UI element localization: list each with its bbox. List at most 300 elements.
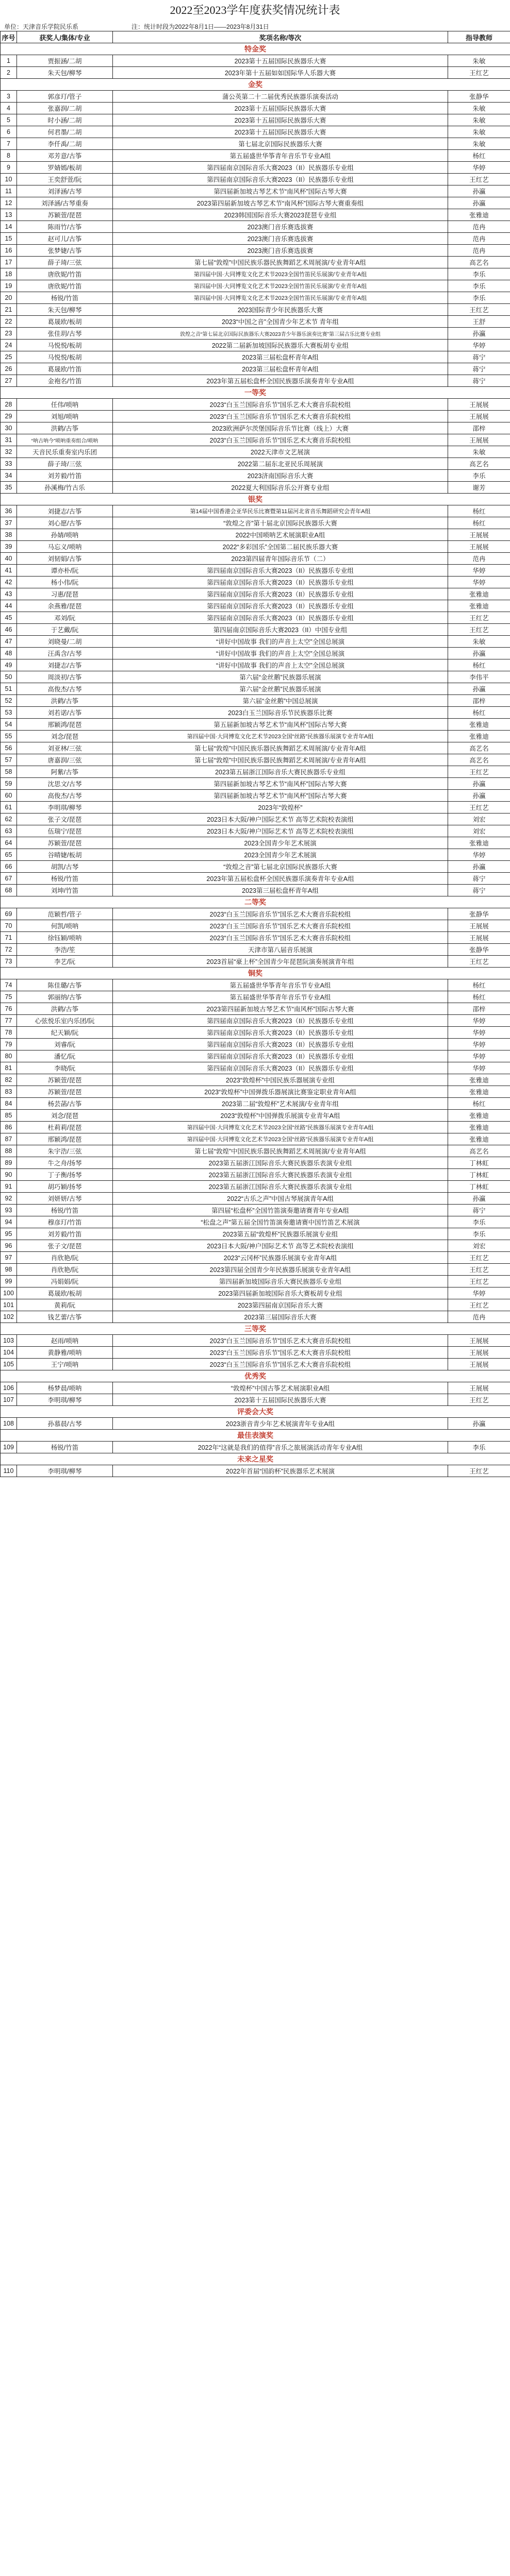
header-award: 奖项名称/等次	[113, 31, 448, 43]
row-number: 26	[1, 363, 17, 375]
row-teacher: 王展展	[448, 411, 510, 422]
row-number: 40	[1, 553, 17, 565]
row-award: 第六届“金丝鹅”民族器乐展演	[113, 671, 448, 683]
row-winner: 刘泽涵/古琴重奏	[17, 197, 113, 209]
row-award: 2023“敦煌杯”中国弹拨乐器展演比赛鉴定职业青年A组	[113, 1086, 448, 1098]
table-row	[1, 1359, 510, 1370]
table-row	[1, 185, 510, 197]
row-number: 89	[1, 1157, 17, 1169]
row-award: 2023“白玉兰国际音乐节”国乐艺术大赛音乐院校组	[113, 434, 448, 446]
row-winner: 朱天包/柳琴	[17, 67, 113, 79]
row-award: 2023“白玉兰国际音乐节”国乐艺术大赛音乐院校组	[113, 1347, 448, 1359]
table-row	[1, 268, 510, 280]
row-winner: 何君墨/二胡	[17, 126, 113, 138]
row-award: 第四届中国·大同博览文化艺术节2023全国“丝路”民族器乐展演专业青年A组	[113, 1122, 448, 1133]
table-row	[1, 114, 510, 126]
row-number: 60	[1, 790, 17, 802]
row-teacher: 范冉	[448, 221, 510, 233]
row-number: 44	[1, 600, 17, 612]
table-row	[1, 411, 510, 422]
row-number: 29	[1, 411, 17, 422]
row-teacher: 张雅迪	[448, 1133, 510, 1145]
row-number: 80	[1, 1050, 17, 1062]
row-teacher: 李乐	[448, 1228, 510, 1240]
row-teacher: 丁林虹	[448, 1157, 510, 1169]
row-number: 105	[1, 1359, 17, 1370]
row-winner: 王宁/唢呐	[17, 1359, 113, 1370]
row-winner: 阿紫/古筝	[17, 766, 113, 778]
awards-table	[0, 31, 510, 1477]
row-award: 第六届“金丝鹅”中国总展演	[113, 695, 448, 707]
row-number: 61	[1, 802, 17, 814]
row-winner: 洪鹤/古筝	[17, 1003, 113, 1015]
row-award: 2023澳门音乐赛选拔赛	[113, 245, 448, 257]
section-title: 银奖	[1, 494, 510, 505]
section-header-row	[1, 494, 510, 505]
row-winner: 刘旭/唢呐	[17, 411, 113, 422]
row-teacher: 杨红	[448, 517, 510, 529]
row-winner: 谷晴婕/板胡	[17, 849, 113, 861]
table-row	[1, 979, 510, 991]
table-row	[1, 233, 510, 245]
meta-line	[0, 21, 510, 31]
row-award: 第四届南京国际音乐大赛2023（II）中国专业组	[113, 624, 448, 636]
table-row	[1, 1074, 510, 1086]
row-teacher: 范冉	[448, 1311, 510, 1323]
row-winner: 李仟禹/二胡	[17, 138, 113, 150]
row-teacher: 范冉	[448, 233, 510, 245]
row-winner: 纪天颖/阮	[17, 1027, 113, 1039]
row-award: 2022年“这就是我们的值得”音乐之旅展演活动青年专业A组	[113, 1442, 448, 1453]
row-teacher: 王红艺	[448, 174, 510, 185]
row-winner: 邢颖鸿/琵琶	[17, 1133, 113, 1145]
row-award: 第四届中国·大同博览文化艺术节2023全国竹笛民乐展演/专业青年A组	[113, 280, 448, 292]
row-winner: 李明琪/柳琴	[17, 802, 113, 814]
row-number: 13	[1, 209, 17, 221]
row-award: 2023第十五届国际民族器乐大赛	[113, 114, 448, 126]
row-award: 2023首届“豪上杯”全国青少年琵琶阮演奏展演青年组	[113, 956, 448, 968]
row-award: 2023第四届全国青少年民族器乐展演专业青年A组	[113, 1264, 448, 1276]
row-teacher: 李伟平	[448, 671, 510, 683]
row-number: 71	[1, 932, 17, 944]
row-award: 2023第五届“敦煌杯”民族器乐展演专业组	[113, 1228, 448, 1240]
table-row	[1, 209, 510, 221]
row-winner: 张子文/琵琶	[17, 1240, 113, 1252]
row-teacher: 王舒	[448, 316, 510, 328]
table-row	[1, 837, 510, 849]
row-teacher: 王展展	[448, 434, 510, 446]
row-teacher: 李乐	[448, 1442, 510, 1453]
row-number: 70	[1, 920, 17, 932]
row-winner: 洪鹤/古筝	[17, 422, 113, 434]
row-number: 79	[1, 1039, 17, 1050]
row-teacher: 孙瀛	[448, 683, 510, 695]
row-teacher: 王展展	[448, 1335, 510, 1347]
row-teacher: 杨红	[448, 659, 510, 671]
row-teacher: 杨红	[448, 991, 510, 1003]
row-number: 51	[1, 683, 17, 695]
row-teacher: 杨红	[448, 150, 510, 162]
row-award: 2023澳门音乐赛选拔赛	[113, 233, 448, 245]
table-row	[1, 1145, 510, 1157]
row-winner: 刘芳毅/竹笛	[17, 470, 113, 482]
row-winner: 郭彦玎/管子	[17, 91, 113, 103]
row-number: 10	[1, 174, 17, 185]
row-teacher: 张雅迪	[448, 731, 510, 742]
table-row	[1, 529, 510, 541]
section-header-row	[1, 968, 510, 979]
section-title: 未来之星奖	[1, 1453, 510, 1465]
row-award: 2023第三届国际音乐大赛	[113, 1311, 448, 1323]
row-award: 第四届中国·大同博览文化艺术节2023全国“丝路”民族器乐展演专业青年A组	[113, 1133, 448, 1145]
row-award: 2022“古乐之声”中国古琴展演青年A组	[113, 1193, 448, 1205]
table-row	[1, 1311, 510, 1323]
row-winner: 刘心愿/古筝	[17, 517, 113, 529]
row-number: 24	[1, 340, 17, 351]
table-row	[1, 1394, 510, 1406]
row-teacher: 王红艺	[448, 1299, 510, 1311]
row-award: 2023“白玉兰国际音乐节”国乐艺术大赛音乐院校组	[113, 1335, 448, 1347]
row-number: 25	[1, 351, 17, 363]
row-winner: 杨芸菡/古筝	[17, 1098, 113, 1110]
row-winner: 金袍名/竹笛	[17, 375, 113, 387]
row-teacher: 华婷	[448, 162, 510, 174]
row-teacher: 孙瀛	[448, 197, 510, 209]
row-winner: 杨锐/竹笛	[17, 1205, 113, 1216]
row-teacher: 刘宏	[448, 1240, 510, 1252]
row-winner: 刘念/琵琶	[17, 1110, 113, 1122]
section-title: 特金奖	[1, 43, 510, 55]
row-teacher: 王红艺	[448, 766, 510, 778]
row-winner: 邓芳意/古筝	[17, 150, 113, 162]
row-award: 第四届南京国际音乐大赛2023（II）民族器乐专业组	[113, 565, 448, 577]
row-teacher: 李乐	[448, 292, 510, 304]
table-row	[1, 991, 510, 1003]
row-award: 第四届南京国际音乐大赛2023（II）民族器乐专业组	[113, 588, 448, 600]
row-number: 73	[1, 956, 17, 968]
row-teacher: 张雅迪	[448, 1086, 510, 1098]
table-row	[1, 1442, 510, 1453]
table-row	[1, 126, 510, 138]
row-teacher: 华婷	[448, 1015, 510, 1027]
table-row	[1, 885, 510, 896]
row-winner: 葛晟欧/板胡	[17, 1287, 113, 1299]
row-number: 47	[1, 636, 17, 648]
row-number: 9	[1, 162, 17, 174]
row-winner: 高俊杰/古琴	[17, 790, 113, 802]
table-row	[1, 316, 510, 328]
table-row	[1, 600, 510, 612]
table-row	[1, 659, 510, 671]
row-award: 第七届北京国际民族器乐大赛	[113, 138, 448, 150]
row-award: 2023第四届南京国际音乐大赛	[113, 1299, 448, 1311]
row-number: 83	[1, 1086, 17, 1098]
table-row	[1, 1264, 510, 1276]
row-number: 55	[1, 731, 17, 742]
table-row	[1, 162, 510, 174]
row-teacher: 王展展	[448, 1347, 510, 1359]
row-winner: 丁子衡/扬琴	[17, 1169, 113, 1181]
row-teacher: 王红艺	[448, 67, 510, 79]
row-award: 第五届新加坡古琴艺术节“南风杯”国际古琴大赛	[113, 719, 448, 731]
row-winner: 刘晓曼/二胡	[17, 636, 113, 648]
row-winner: 潘忆/阮	[17, 1050, 113, 1062]
row-teacher: 高艺名	[448, 1145, 510, 1157]
row-number: 92	[1, 1193, 17, 1205]
table-row	[1, 91, 510, 103]
table-row	[1, 873, 510, 885]
row-teacher: 刘宏	[448, 814, 510, 825]
row-teacher: 杨红	[448, 1098, 510, 1110]
row-winner: 葛晟欧/竹笛	[17, 363, 113, 375]
row-teacher: 王红艺	[448, 802, 510, 814]
row-teacher: 朱敏	[448, 126, 510, 138]
row-teacher: 王红艺	[448, 1264, 510, 1276]
row-award: 2022第二届新加坡国际民族器乐大赛板胡专业组	[113, 340, 448, 351]
row-teacher: 蒋宁	[448, 363, 510, 375]
row-number: 7	[1, 138, 17, 150]
row-number: 109	[1, 1442, 17, 1453]
row-number: 74	[1, 979, 17, 991]
table-row	[1, 1205, 510, 1216]
table-row	[1, 1228, 510, 1240]
row-number: 94	[1, 1216, 17, 1228]
row-winner: 习惠/琵琶	[17, 588, 113, 600]
table-row	[1, 766, 510, 778]
row-winner: 唐欣妮/竹笛	[17, 280, 113, 292]
table-row	[1, 956, 510, 968]
table-row	[1, 802, 510, 814]
row-teacher: 华婷	[448, 1039, 510, 1050]
row-teacher: 王红艺	[448, 612, 510, 624]
row-winner: 刘捷志/古筝	[17, 659, 113, 671]
row-winner: 薛子琦/三弦	[17, 458, 113, 470]
row-number: 6	[1, 126, 17, 138]
row-winner: 周淡初/古筝	[17, 671, 113, 683]
section-title: 三等奖	[1, 1323, 510, 1335]
row-award: 天津市第八届音乐展演	[113, 944, 448, 956]
row-number: 42	[1, 577, 17, 588]
row-number: 72	[1, 944, 17, 956]
row-number: 110	[1, 1465, 17, 1477]
row-winner: 杨锐/竹笛	[17, 1442, 113, 1453]
row-award: 2023国际青少年民族器乐大赛	[113, 304, 448, 316]
row-winner: 郭丽纳/古筝	[17, 991, 113, 1003]
row-winner: 孙慕晨/古琴	[17, 1418, 113, 1430]
row-number: 33	[1, 458, 17, 470]
row-teacher: 王展展	[448, 932, 510, 944]
table-row	[1, 245, 510, 257]
row-teacher: 华婷	[448, 340, 510, 351]
table-row	[1, 1110, 510, 1122]
row-teacher: 华婷	[448, 849, 510, 861]
table-row	[1, 1086, 510, 1098]
table-row	[1, 778, 510, 790]
row-teacher: 王红艺	[448, 956, 510, 968]
row-teacher: 邵梓	[448, 1003, 510, 1015]
row-award: “讲好中国故事 我们的声音上太空”全国总展演	[113, 636, 448, 648]
row-winner: 赵可儿/古筝	[17, 233, 113, 245]
row-winner: 张子文/琵琶	[17, 814, 113, 825]
table-row	[1, 1276, 510, 1287]
row-award: 第四届“松盘杯”全国竹笛演奏邀请赛青年专业A组	[113, 1205, 448, 1216]
row-number: 62	[1, 814, 17, 825]
table-row	[1, 1003, 510, 1015]
row-winner: 罗婧嫣/板胡	[17, 162, 113, 174]
row-winner: 谭亦朴/阮	[17, 565, 113, 577]
row-teacher: 华婷	[448, 1287, 510, 1299]
row-number: 12	[1, 197, 17, 209]
row-winner: 黄莉/阮	[17, 1299, 113, 1311]
row-award: 第六届“金丝鹅”民族器乐展演	[113, 683, 448, 695]
row-number: 65	[1, 849, 17, 861]
row-award: 2023“白玉兰国际音乐节”国乐艺术大赛音乐院校组	[113, 411, 448, 422]
row-award: 2023白玉兰国际音乐节民族器乐比赛	[113, 707, 448, 719]
row-teacher: 王展展	[448, 1382, 510, 1394]
row-number: 66	[1, 861, 17, 873]
row-winner: 刘坤/竹笛	[17, 885, 113, 896]
row-teacher: 高艺名	[448, 458, 510, 470]
section-header-row	[1, 1453, 510, 1465]
row-teacher: 范冉	[448, 553, 510, 565]
row-winner: 葛晟欧/板胡	[17, 316, 113, 328]
row-winner: 刘韧娟/古筝	[17, 553, 113, 565]
row-teacher: 王红艺	[448, 1394, 510, 1406]
row-number: 76	[1, 1003, 17, 1015]
table-row	[1, 197, 510, 209]
row-winner: 余燕雅/琵琶	[17, 600, 113, 612]
row-winner: 刘睿/阮	[17, 1039, 113, 1050]
row-award: “敦煌杯”中国古筝艺术展演职业A组	[113, 1382, 448, 1394]
row-award: 2023浙音青少年艺术展演青年专业A组	[113, 1418, 448, 1430]
row-winner: 李浩/笙	[17, 944, 113, 956]
row-teacher: 张雅迪	[448, 1110, 510, 1122]
row-award: 2022中国唢呐艺术展演职业A组	[113, 529, 448, 541]
row-number: 63	[1, 825, 17, 837]
header-winner: 获奖人/集体/专业	[17, 31, 113, 43]
row-award: 2022天津市文艺展演	[113, 446, 448, 458]
row-winner: 苏颖萱/琵琶	[17, 1086, 113, 1098]
row-award: 2023“白玉兰国际音乐节”国乐艺术大赛音乐院校组	[113, 920, 448, 932]
table-row	[1, 1169, 510, 1181]
table-row	[1, 553, 510, 565]
table-row	[1, 920, 510, 932]
row-teacher: 王红艺	[448, 304, 510, 316]
row-teacher: 王展展	[448, 541, 510, 553]
row-award: 2023澳门音乐赛选拔赛	[113, 221, 448, 233]
row-teacher: 朱敏	[448, 446, 510, 458]
row-award: 第四届南京国际音乐大赛2023（II）民族器乐专业组	[113, 1039, 448, 1050]
table-row	[1, 908, 510, 920]
section-header-row	[1, 896, 510, 908]
row-award: 2023第十五届国际民族器乐大赛	[113, 1394, 448, 1406]
row-award: 2023“中国之音”全国青少年艺术节 青年组	[113, 316, 448, 328]
row-number: 86	[1, 1122, 17, 1133]
row-number: 84	[1, 1098, 17, 1110]
row-winner: 洪鹤/古筝	[17, 695, 113, 707]
section-header-row	[1, 1406, 510, 1418]
row-teacher: 杨红	[448, 707, 510, 719]
table-row	[1, 304, 510, 316]
row-teacher: 孙瀛	[448, 328, 510, 340]
row-winner: 赵雨/唢呐	[17, 1335, 113, 1347]
table-row	[1, 1015, 510, 1027]
table-row	[1, 1252, 510, 1264]
table-row	[1, 1122, 510, 1133]
row-winner: 胡巧颖/扬琴	[17, 1181, 113, 1193]
row-number: 45	[1, 612, 17, 624]
row-winner: 冯娟娟/阮	[17, 1276, 113, 1287]
row-award: 2023年第五届松盘杯全国民族器乐演奏青年专业A组	[113, 375, 448, 387]
row-number: 50	[1, 671, 17, 683]
row-award: 第七届“敦煌”中国民族乐器民族舞蹈艺术周展演/专业青年A组	[113, 257, 448, 268]
row-number: 2	[1, 67, 17, 79]
row-winner: 薛子琦/三弦	[17, 257, 113, 268]
row-award: 2023济南国际音乐大赛	[113, 470, 448, 482]
table-row	[1, 138, 510, 150]
row-winner: 邓刘/阮	[17, 612, 113, 624]
row-number: 28	[1, 399, 17, 411]
row-award: 第四届中国·大同博览文化艺术节2023全国竹笛民乐展演/专业青年A组	[113, 268, 448, 280]
row-winner: 马悦悦/板胡	[17, 351, 113, 363]
table-row	[1, 814, 510, 825]
row-winner: 唐欣妮/竹笛	[17, 268, 113, 280]
row-winner: 苏颖萱/琵琶	[17, 1074, 113, 1086]
table-row	[1, 944, 510, 956]
row-number: 48	[1, 648, 17, 659]
table-row	[1, 280, 510, 292]
section-title: 一等奖	[1, 387, 510, 399]
row-number: 11	[1, 185, 17, 197]
table-header-row	[1, 31, 510, 43]
row-winner: 李艺/阮	[17, 956, 113, 968]
row-winner: 时小涵/二胡	[17, 114, 113, 126]
row-teacher: 张雅迪	[448, 588, 510, 600]
table-row	[1, 470, 510, 482]
row-winner: 张嘉润/二胡	[17, 103, 113, 114]
row-number: 16	[1, 245, 17, 257]
row-winner: 任伟/唢呐	[17, 399, 113, 411]
table-row	[1, 648, 510, 659]
table-row	[1, 1062, 510, 1074]
row-award: “讲好中国故事 我们的声音上太空”全国总展演	[113, 648, 448, 659]
table-row	[1, 790, 510, 802]
row-winner: 陈佳璐/古筝	[17, 979, 113, 991]
row-award: 2023第三届松盘杯青年A组	[113, 885, 448, 896]
row-award: 2023“云冈杯”民族器乐展演专业青年A组	[113, 1252, 448, 1264]
table-row	[1, 482, 510, 494]
table-row	[1, 517, 510, 529]
row-winner: 刘若诺/古筝	[17, 707, 113, 719]
table-row	[1, 340, 510, 351]
row-number: 15	[1, 233, 17, 245]
row-award: 2023年第十五届如如国际华人乐器大赛	[113, 67, 448, 79]
row-teacher: 华婷	[448, 565, 510, 577]
row-number: 82	[1, 1074, 17, 1086]
row-number: 34	[1, 470, 17, 482]
row-number: 91	[1, 1181, 17, 1193]
table-row	[1, 1027, 510, 1039]
row-winner: 高俊杰/古琴	[17, 683, 113, 695]
row-number: 81	[1, 1062, 17, 1074]
table-row	[1, 541, 510, 553]
table-row	[1, 825, 510, 837]
row-award: 2023全国青少年艺术展演	[113, 849, 448, 861]
table-row	[1, 861, 510, 873]
row-award: 第四届南京国际音乐大赛2023（II）民族器乐专业组	[113, 162, 448, 174]
table-row	[1, 1098, 510, 1110]
section-title: 铜奖	[1, 968, 510, 979]
